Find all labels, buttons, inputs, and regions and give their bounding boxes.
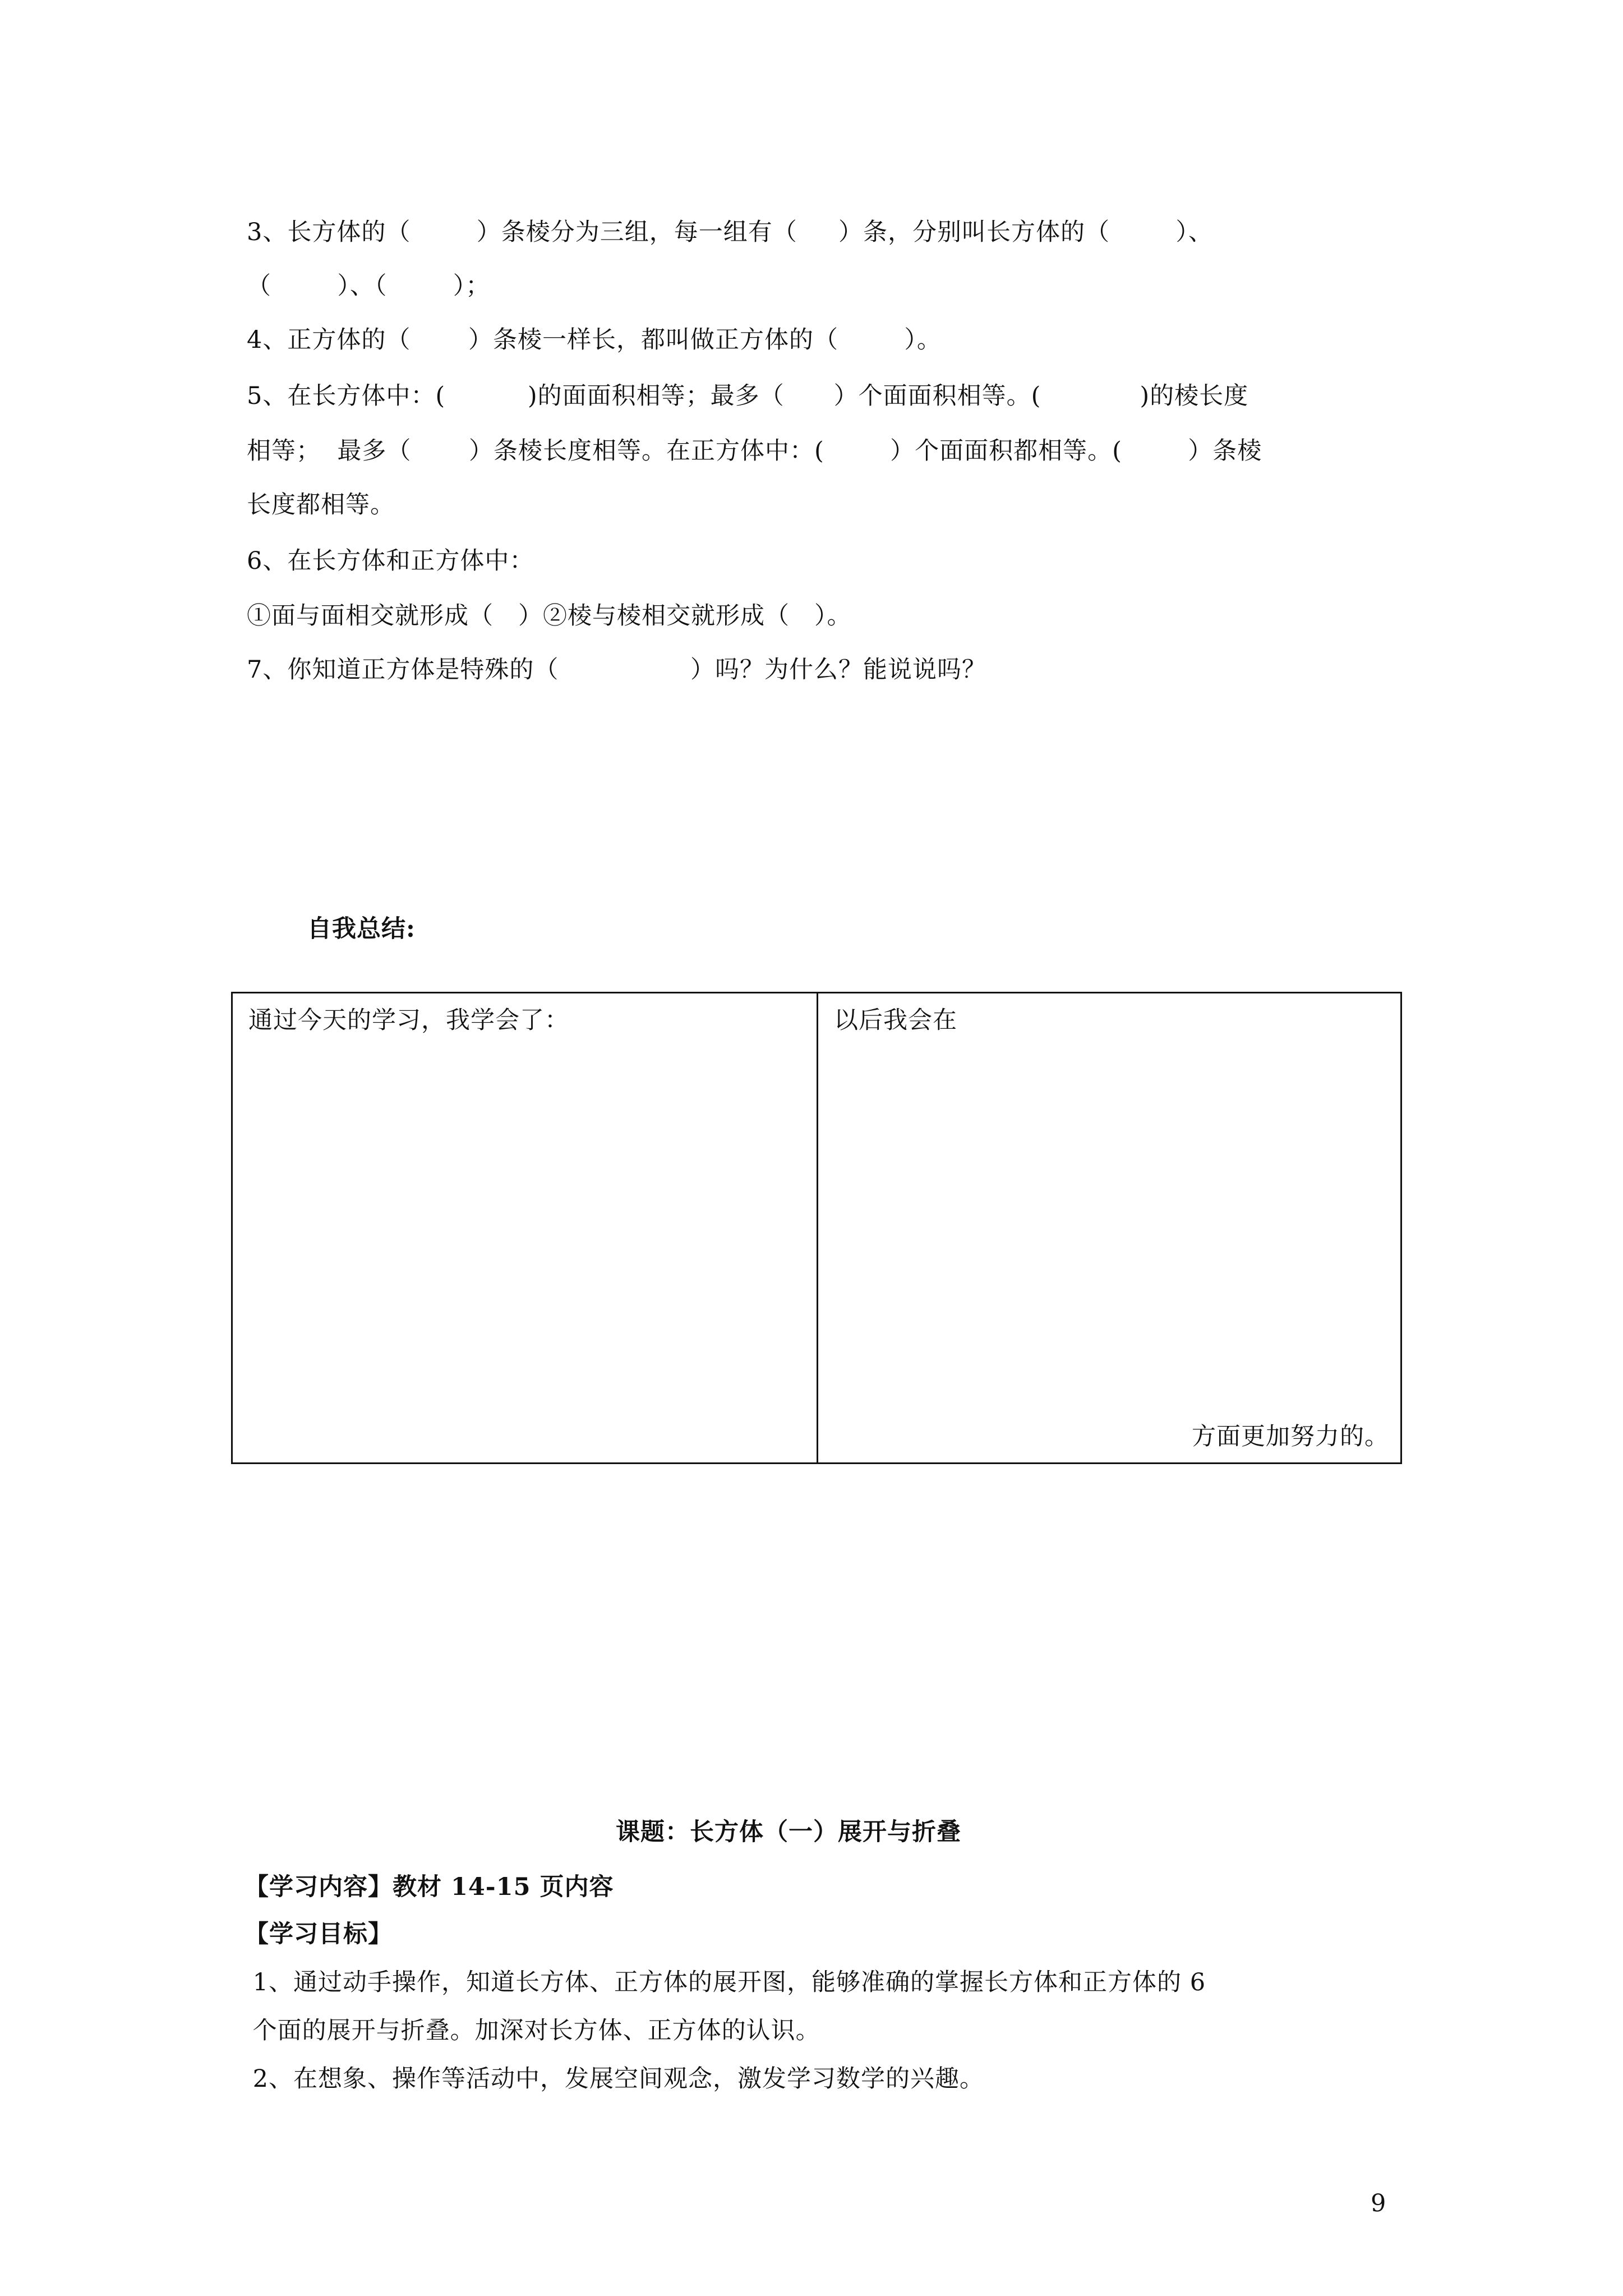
- summary-cell-improve: [818, 993, 1400, 1462]
- lesson-title: 课题：长方体（一）展开与折叠: [616, 1818, 961, 1846]
- goal-1-line-2: 个面的展开与折叠。加深对长方体、正方体的认识。: [245, 2017, 820, 2045]
- summary-improve-label-bottom: 方面更加努力的。: [1192, 1423, 1389, 1451]
- question-6-line-1: 6、在长方体和正方体中：: [247, 547, 534, 575]
- goal-1-line-1: 1、通过动手操作，知道长方体、正方体的展开图，能够准确的掌握长方体和正方体的 6: [245, 1968, 1206, 1996]
- question-5-line-3: 长度都相等。: [247, 491, 395, 519]
- question-3-line-1: 3、长方体的（ ）条棱分为三组，每一组有（ ）条，分别叫长方体的（ ）、: [247, 218, 1213, 246]
- question-4: 4、正方体的（ ）条棱一样长，都叫做正方体的（ ）。: [247, 326, 942, 354]
- question-5-line-2: 相等； 最多（ ）条棱长度相等。在正方体中：( ）个面面积都相等。( ）条棱: [247, 437, 1262, 465]
- summary-improve-label-top: 以后我会在: [834, 1006, 957, 1034]
- question-3-line-2: （ ）、（ ）；: [247, 272, 491, 300]
- summary-learned-label: 通过今天的学习，我学会了：: [248, 1006, 569, 1034]
- page-number: 9: [1371, 2189, 1387, 2217]
- learning-goals-label: 【学习目标】: [245, 1920, 393, 1948]
- question-6-line-2: ①面与面相交就形成（ ）②棱与棱相交就形成（ ）。: [247, 602, 852, 630]
- goal-2: 2、在想象、操作等活动中，发展空间观念，激发学习数学的兴趣。: [245, 2065, 985, 2093]
- self-summary-table: [231, 992, 1402, 1464]
- summary-cell-learned: [233, 993, 818, 1462]
- question-7: 7、你知道正方体是特殊的（ ）吗？为什么？能说说吗？: [247, 656, 987, 684]
- self-summary-heading: 自我总结:: [307, 915, 416, 943]
- learning-content-label: 【学习内容】教材 14-15 页内容: [245, 1873, 614, 1901]
- question-5-line-1: 5、在长方体中：( )的面面积相等；最多（ ）个面面积相等。( )的棱长度: [247, 382, 1249, 410]
